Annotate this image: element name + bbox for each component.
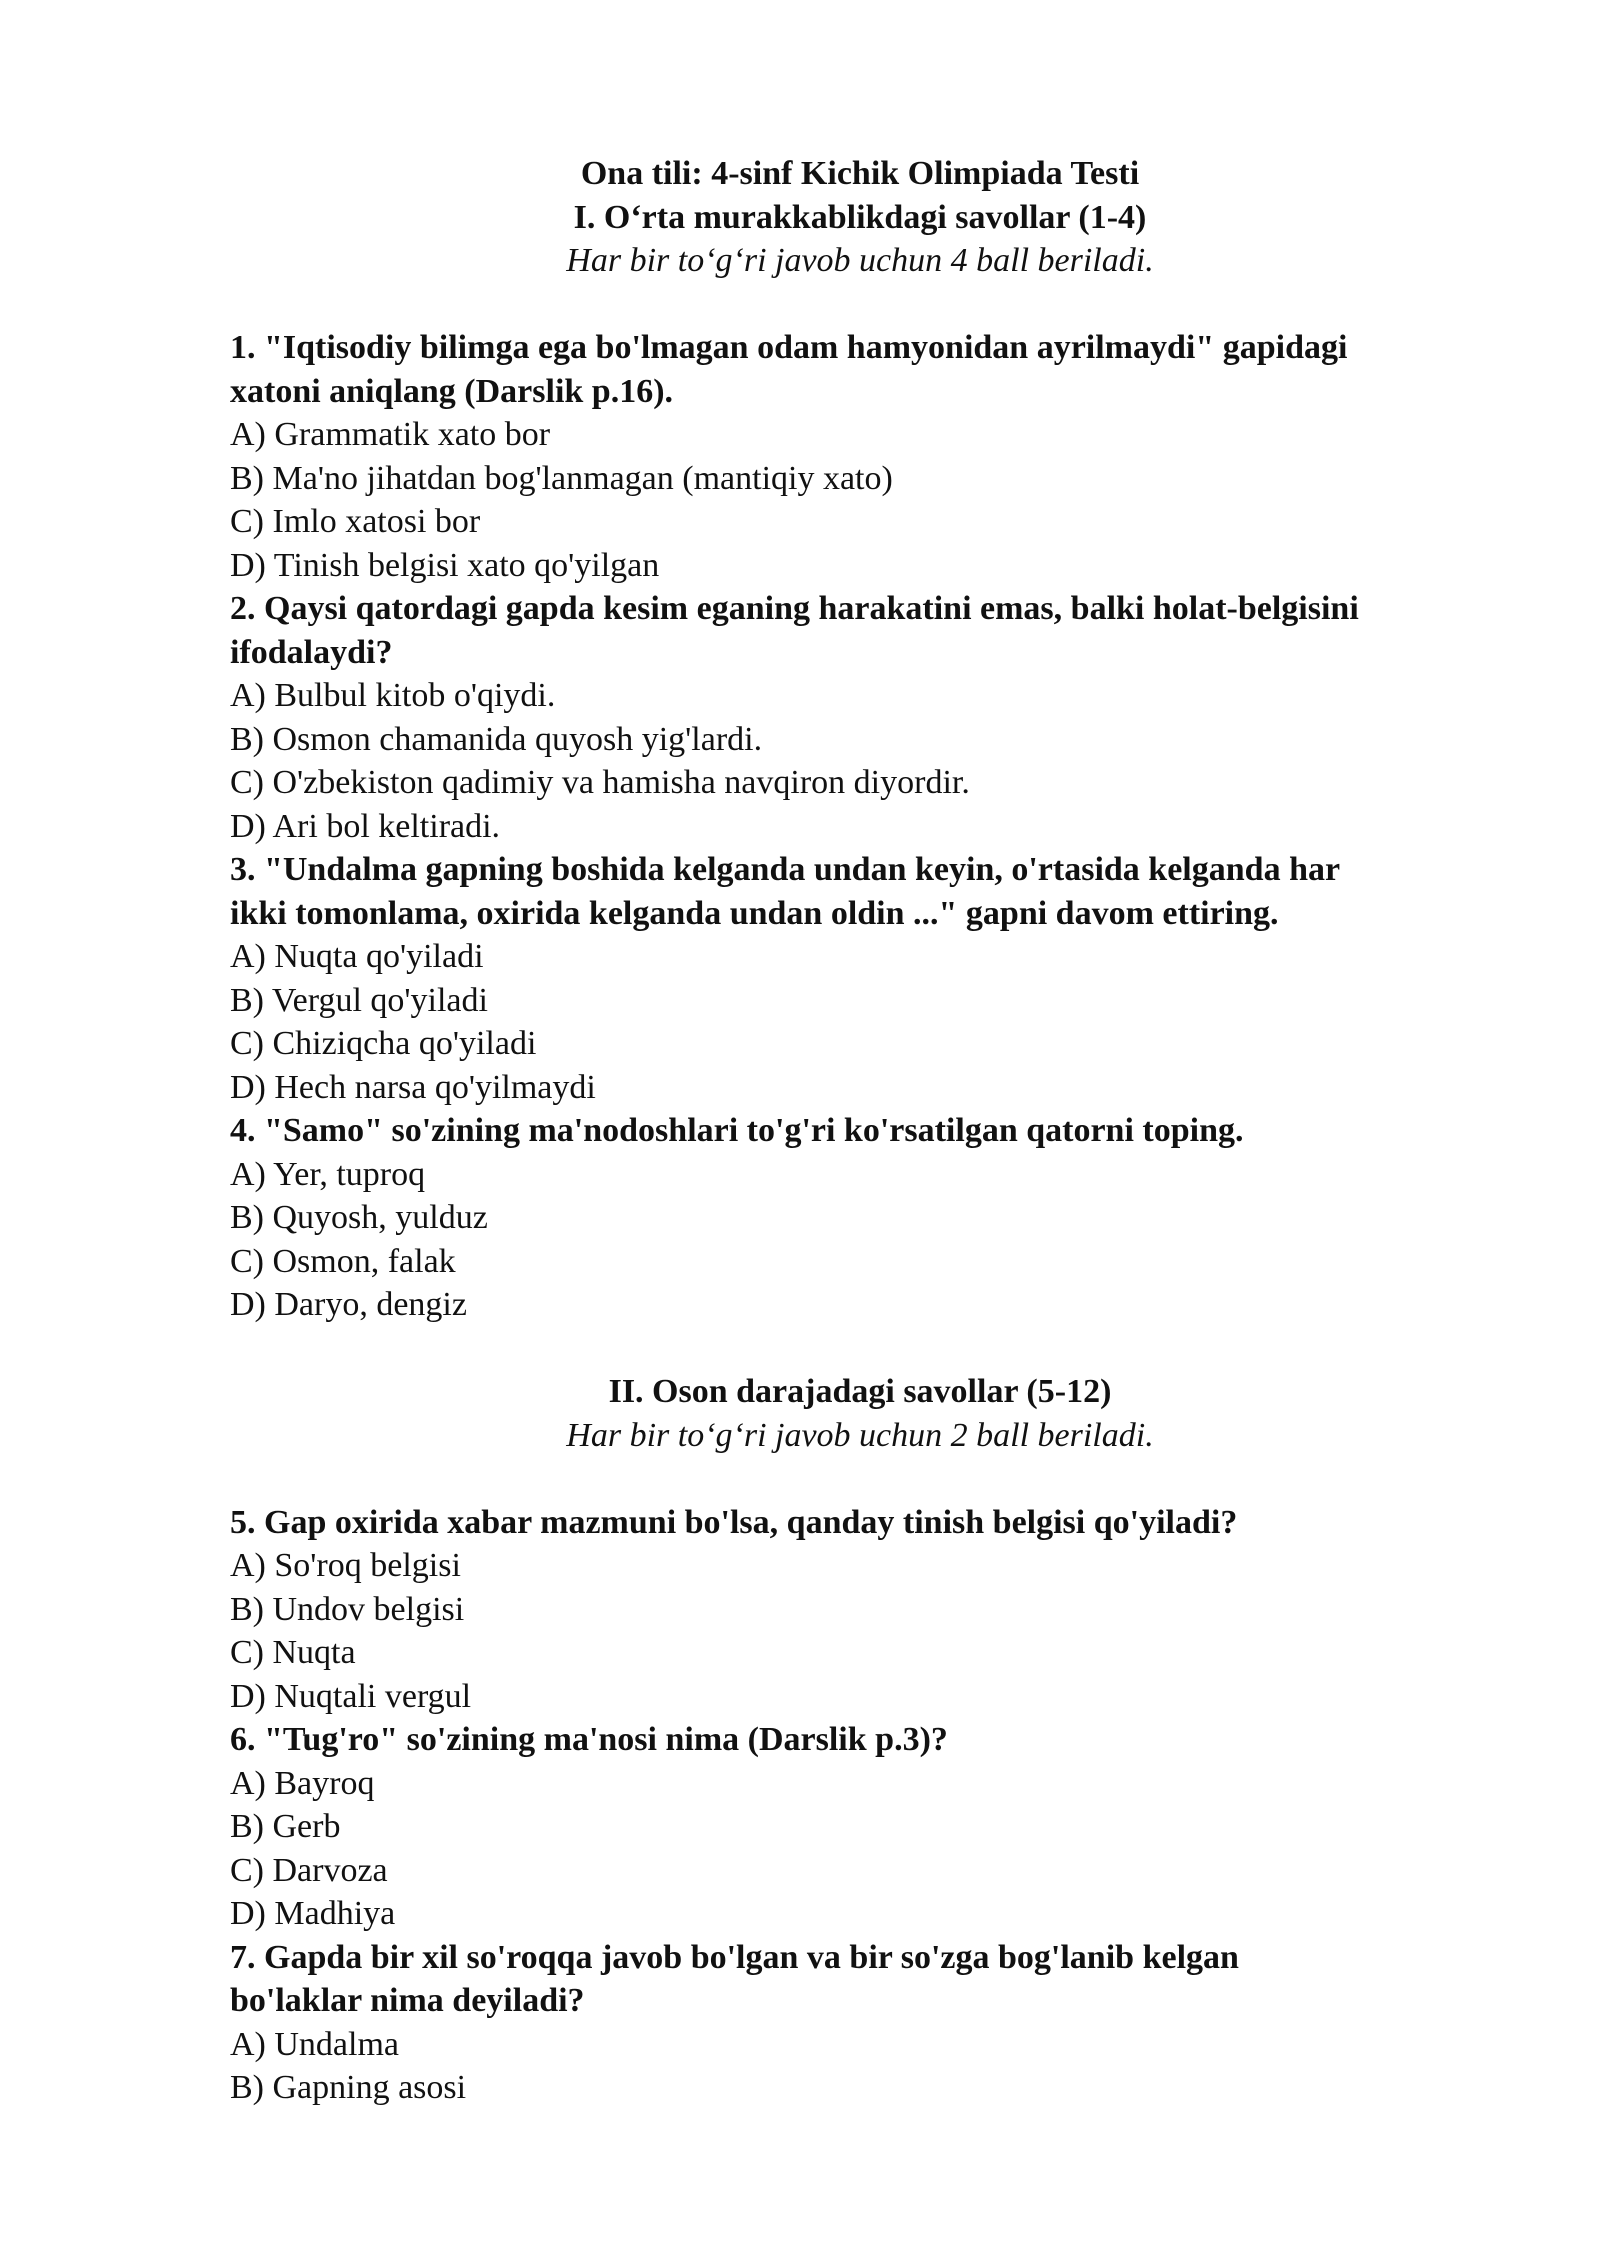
- answer-option: A) Nuqta qo'yiladi: [230, 938, 484, 975]
- answer-option: C) Imlo xatosi bor: [230, 503, 481, 540]
- question-text: 5. Gap oxirida xabar mazmuni bo'lsa, qanday tinish belgisi qo'yiladi?: [230, 1503, 1238, 1541]
- section-1-scoring-note: Har bir to‘g‘ri javob uchun 4 ball beriladi.: [566, 242, 1154, 279]
- answer-option: C) Chiziqcha qo'yiladi: [230, 1025, 537, 1062]
- answer-option: C) O'zbekiston qadimiy va hamisha navqiron diyordir.: [230, 764, 970, 801]
- question-text: 6. "Tug'ro" so'zining ma'nosi nima (Darslik p.3)?: [230, 1721, 948, 1758]
- question-2: [230, 587, 1490, 848]
- answer-option: B) Vergul qo'yiladi: [230, 981, 488, 1019]
- answer-option: B) Quyosh, yulduz: [230, 1199, 488, 1236]
- spacer: [230, 1457, 1490, 1501]
- answer-option: C) Darvoza: [230, 1851, 388, 1889]
- section-2-scoring-note: Har bir to‘g‘ri javob uchun 2 ball beriladi.: [566, 1416, 1154, 1454]
- question-text: bo'laklar nima deyiladi?: [230, 1982, 585, 2019]
- answer-option: D) Daryo, dengiz: [230, 1286, 467, 1323]
- question-text: 3. "Undalma gapning boshida kelganda undan keyin, o'rtasida kelganda har: [230, 851, 1341, 888]
- answer-option: D) Tinish belgisi xato qo'yilgan: [230, 546, 660, 584]
- answer-option: B) Gerb: [230, 1808, 341, 1845]
- question-7: [230, 1936, 1490, 2110]
- question-6: [230, 1718, 1490, 1936]
- answer-option: B) Gapning asosi: [230, 2069, 467, 2106]
- question-text: 2. Qaysi qatordagi gapda kesim eganing harakatini emas, balki holat-belgisini: [230, 590, 1359, 627]
- question-1: [230, 326, 1490, 587]
- answer-option: A) Yer, tuproq: [230, 1155, 426, 1193]
- spacer: [230, 283, 1490, 327]
- section-2-title: II. Oson darajadagi savollar (5-12): [608, 1373, 1112, 1410]
- answer-option: C) Osmon, falak: [230, 1242, 456, 1280]
- answer-option: B) Undov belgisi: [230, 1590, 465, 1628]
- document-content: [230, 152, 1490, 2110]
- question-5: [230, 1501, 1490, 1719]
- section-1-title: I. O‘rta murakkablikdagi savollar (1-4): [573, 198, 1147, 236]
- answer-option: A) Bayroq: [230, 1764, 375, 1802]
- question-text: ikki tomonlama, oxirida kelganda undan oldin ..." gapni davom ettiring.: [230, 894, 1279, 932]
- answer-option: B) Ma'no jihatdan bog'lanmagan (mantiqiy xato): [230, 459, 893, 497]
- answer-option: A) So'roq belgisi: [230, 1547, 461, 1584]
- answer-option: D) Hech narsa qo'yilmaydi: [230, 1068, 596, 1106]
- document-title: Ona tili: 4-sinf Kichik Olimpiada Testi: [580, 155, 1140, 192]
- question-text: xatoni aniqlang (Darslik p.16).: [230, 372, 674, 410]
- question-4: [230, 1109, 1490, 1327]
- question-text: 4. "Samo" so'zining ma'nodoshlari to'g'ri ko'rsatilgan qatorni toping.: [230, 1112, 1244, 1149]
- question-text: 7. Gapda bir xil so'roqqa javob bo'lgan va bir so'zga bog'lanib kelgan: [230, 1938, 1239, 1976]
- question-text: ifodalaydi?: [230, 633, 393, 671]
- answer-option: A) Bulbul kitob o'qiydi.: [230, 677, 556, 714]
- question-3: [230, 848, 1490, 1109]
- answer-option: A) Undalma: [230, 2025, 400, 2063]
- answer-option: A) Grammatik xato bor: [230, 416, 551, 453]
- answer-option: D) Nuqtali vergul: [230, 1677, 472, 1715]
- spacer: [230, 1327, 1490, 1371]
- answer-option: D) Ari bol keltiradi.: [230, 807, 501, 845]
- answer-option: C) Nuqta: [230, 1634, 356, 1671]
- question-text: 1. "Iqtisodiy bilimga ega bo'lmagan odam hamyonidan ayrilmaydi" gapidagi: [230, 329, 1348, 366]
- answer-option: D) Madhiya: [230, 1895, 396, 1932]
- answer-option: B) Osmon chamanida quyosh yig'lardi.: [230, 720, 763, 758]
